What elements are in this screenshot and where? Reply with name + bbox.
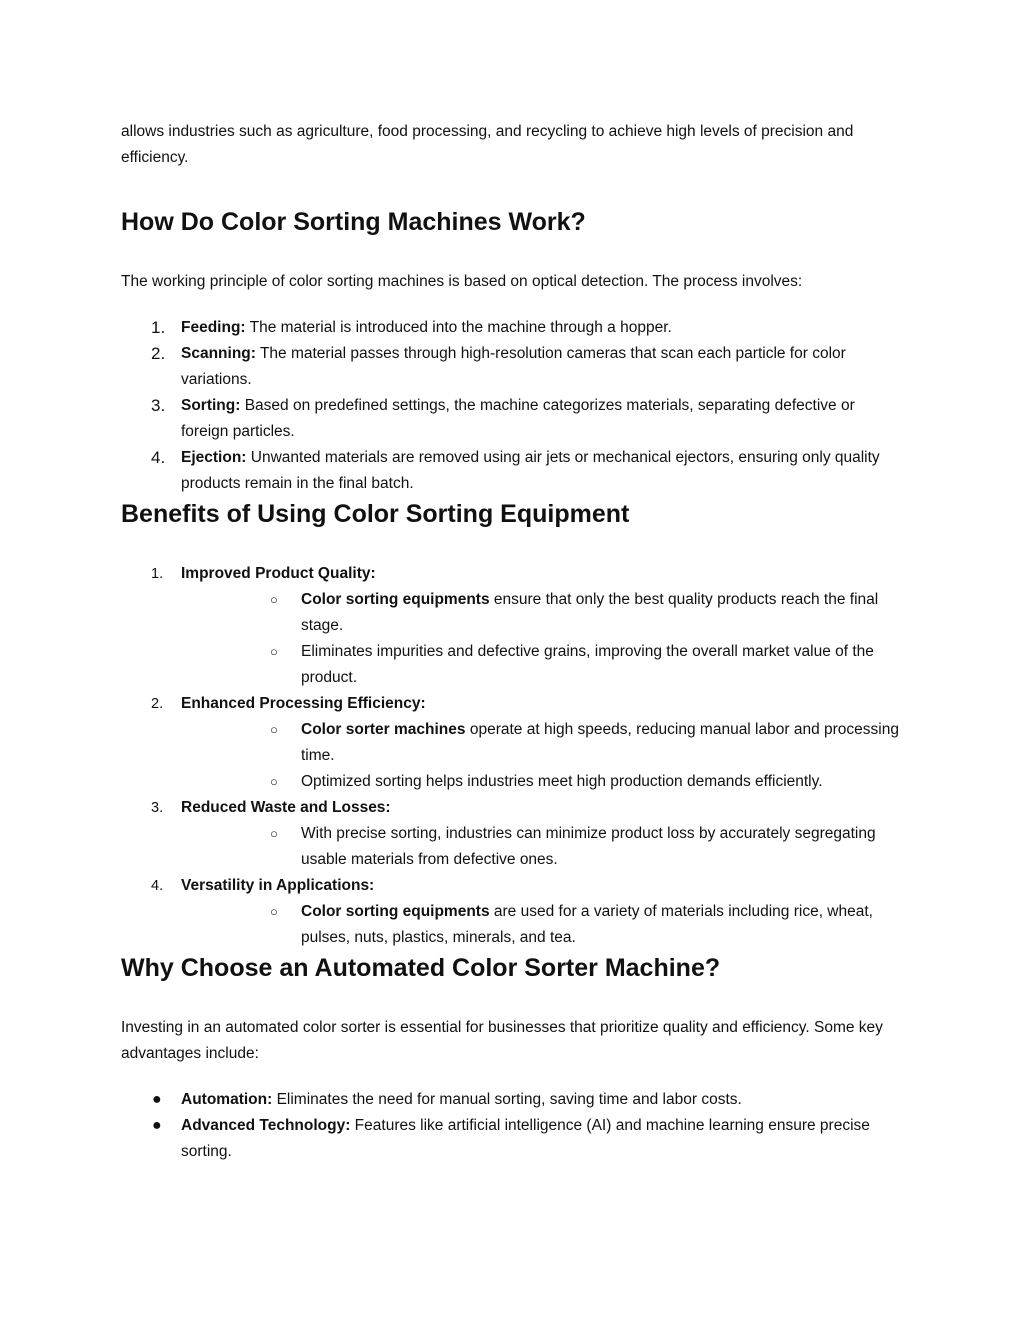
section-heading-why-choose: Why Choose an Automated Color Sorter Machine? [121,954,721,982]
benefits-list [121,561,906,951]
sublist-text: operate at high speeds, reducing manual labor and processing time. [301,721,899,764]
list-item-step-4 [121,445,906,497]
hollow-bullet-icon: ○ [270,826,278,841]
hollow-bullet-icon: ○ [270,904,278,919]
sublist-bold-text: Color sorting equipments [301,591,490,608]
step-label: Scanning: [181,345,256,362]
step-text: The material is introduced into the machine through a hopper. [245,319,672,336]
sublist-item [181,899,906,951]
sublist-bold-text: Color sorting equipments [301,903,490,920]
advantage-text: Features like artificial intelligence (AI) and machine learning ensure precise sorting. [181,1117,870,1160]
list-number: 4. [151,878,164,894]
advantage-label: Automation: [181,1091,273,1108]
benefit-sublist [181,899,906,951]
list-item-advantage-2 [121,1113,906,1165]
sublist-text: are used for a variety of materials including rice, wheat, pulses, nuts, plastics, minerals, and tea. [301,903,873,946]
sublist-bold-text: Color sorter machines [301,721,466,738]
sublist-text: Optimized sorting helps industries meet high production demands efficiently. [301,773,823,790]
sublist-item [181,717,906,769]
sublist-text: Eliminates impurities and defective grains, improving the overall market value of the product. [301,643,874,686]
section-heading-benefits: Benefits of Using Color Sorting Equipment [121,500,630,528]
step-label: Sorting: [181,397,241,414]
sublist-text: With precise sorting, industries can minimize product loss by accurately segregating usable materials from defective ones. [301,825,876,868]
filled-bullet-icon: ● [152,1091,162,1108]
benefit-title: Versatility in Applications: [181,877,375,894]
sublist-item [181,821,906,873]
section-heading-how-it-works: How Do Color Sorting Machines Work? [121,208,586,236]
list-number: 1. [151,318,166,337]
step-text: Unwanted materials are removed using air jets or mechanical ejectors, ensuring only quality products remain in the final batch. [181,449,880,492]
hollow-bullet-icon: ○ [270,774,278,789]
step-text: The material passes through high-resolution cameras that scan each particle for color variations. [181,345,846,388]
benefit-title: Enhanced Processing Efficiency: [181,695,426,712]
sublist-item [181,587,906,639]
hollow-bullet-icon: ○ [270,592,278,607]
benefit-sublist [181,717,906,795]
hollow-bullet-icon: ○ [270,722,278,737]
benefit-sublist [181,821,906,873]
list-item-benefit-2 [121,691,906,795]
list-item-benefit-3 [121,795,906,873]
list-number: 2. [151,344,166,363]
advantage-text: Eliminates the need for manual sorting, saving time and labor costs. [272,1091,742,1108]
list-item-benefit-4 [121,873,906,951]
list-number: 4. [151,448,166,467]
benefit-title: Improved Product Quality: [181,565,376,582]
why-choose-paragraph: Investing in an automated color sorter is essential for businesses that prioritize quality and efficiency. Some key advantages include: [121,1019,883,1062]
step-label: Ejection: [181,449,247,466]
document-content [121,119,906,1165]
list-number: 1. [151,566,164,582]
advantages-list [121,1087,906,1165]
advantage-label: Advanced Technology: [181,1117,351,1134]
process-steps-list [121,315,906,497]
how-it-works-paragraph: The working principle of color sorting machines is based on optical detection. The process involves: [121,273,803,290]
intro-paragraph: allows industries such as agriculture, food processing, and recycling to achieve high levels of precision and efficiency. [121,123,854,166]
list-item-step-1 [121,315,906,341]
list-number: 3. [151,800,164,816]
sublist-item [181,769,906,795]
list-item-step-3 [121,393,906,445]
step-text: Based on predefined settings, the machine categorizes materials, separating defective or foreign particles. [181,397,855,440]
sublist-text: ensure that only the best quality products reach the final stage. [301,591,879,634]
list-number: 3. [151,396,166,415]
list-item-step-2 [121,341,906,393]
list-item-advantage-1 [121,1087,906,1113]
benefit-title: Reduced Waste and Losses: [181,799,391,816]
list-item-benefit-1 [121,561,906,691]
step-label: Feeding: [181,319,246,336]
sublist-item [181,639,906,691]
filled-bullet-icon: ● [152,1117,162,1134]
hollow-bullet-icon: ○ [270,644,278,659]
benefit-sublist [181,587,906,691]
list-number: 2. [151,696,164,712]
